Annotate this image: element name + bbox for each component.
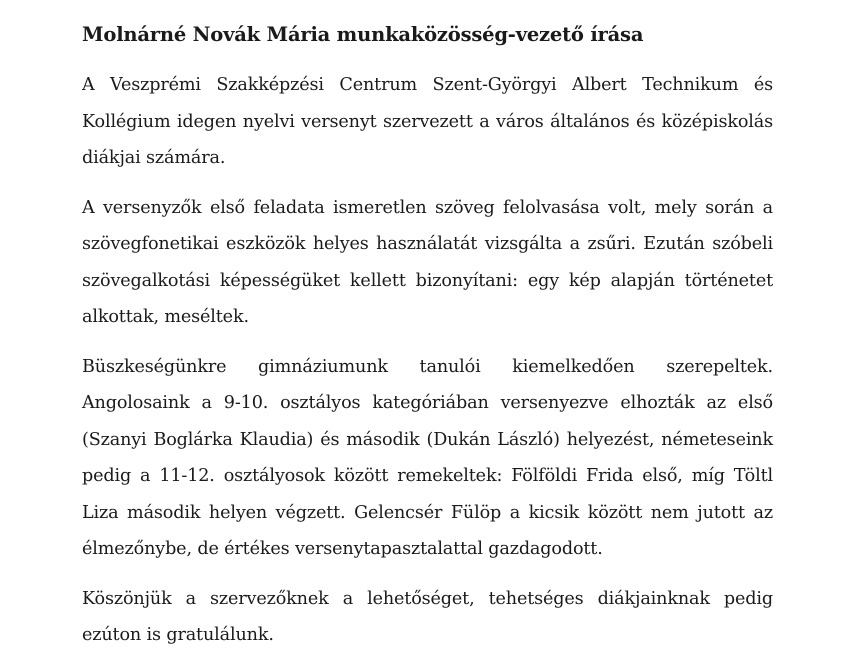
document-body <box>82 20 773 667</box>
paragraph-results: Büszkeségünkre gimnáziumunk tanulói kiemelkedően szerepeltek. Angolosaink a 9-10. osztályos kategóriában versenyezve elhozták az első (Szanyi Boglárka Klaudia) és második (Dukán László) helyezést, németeseink pedig a 11-12. osztályosok között remekeltek: Fölföldi Frida első, míg Töltl Liza második helyen végzett. Gelencsér Fülöp a kicsik között nem jutott az élmezőnybe, de értékes versenytapasztalattal gazdagodott. <box>82 356 773 559</box>
article-title: Molnárné Novák Mária munkaközösség-vezető írása <box>82 23 644 46</box>
paragraph-tasks: A versenyzők első feladata ismeretlen szöveg felolvasása volt, mely során a szövegfonetikai eszközök helyes használatát vizsgálta a zsűri. Ezután szóbeli szövegalkotási képességüket kellett bizonyítani: egy kép alapján történetet alkottak, meséltek. <box>82 197 773 327</box>
paragraph-intro: A Veszprémi Szakképzési Centrum Szent-Györgyi Albert Technikum és Kollégium idegen nyelvi versenyt szervezett a város általános és középiskolás diákjai számára. <box>82 75 773 168</box>
paragraph-thanks: Köszönjük a szervezőknek a lehetőséget, tehetséges diákjainknak pedig ezúton is gratulálunk. <box>82 588 773 645</box>
